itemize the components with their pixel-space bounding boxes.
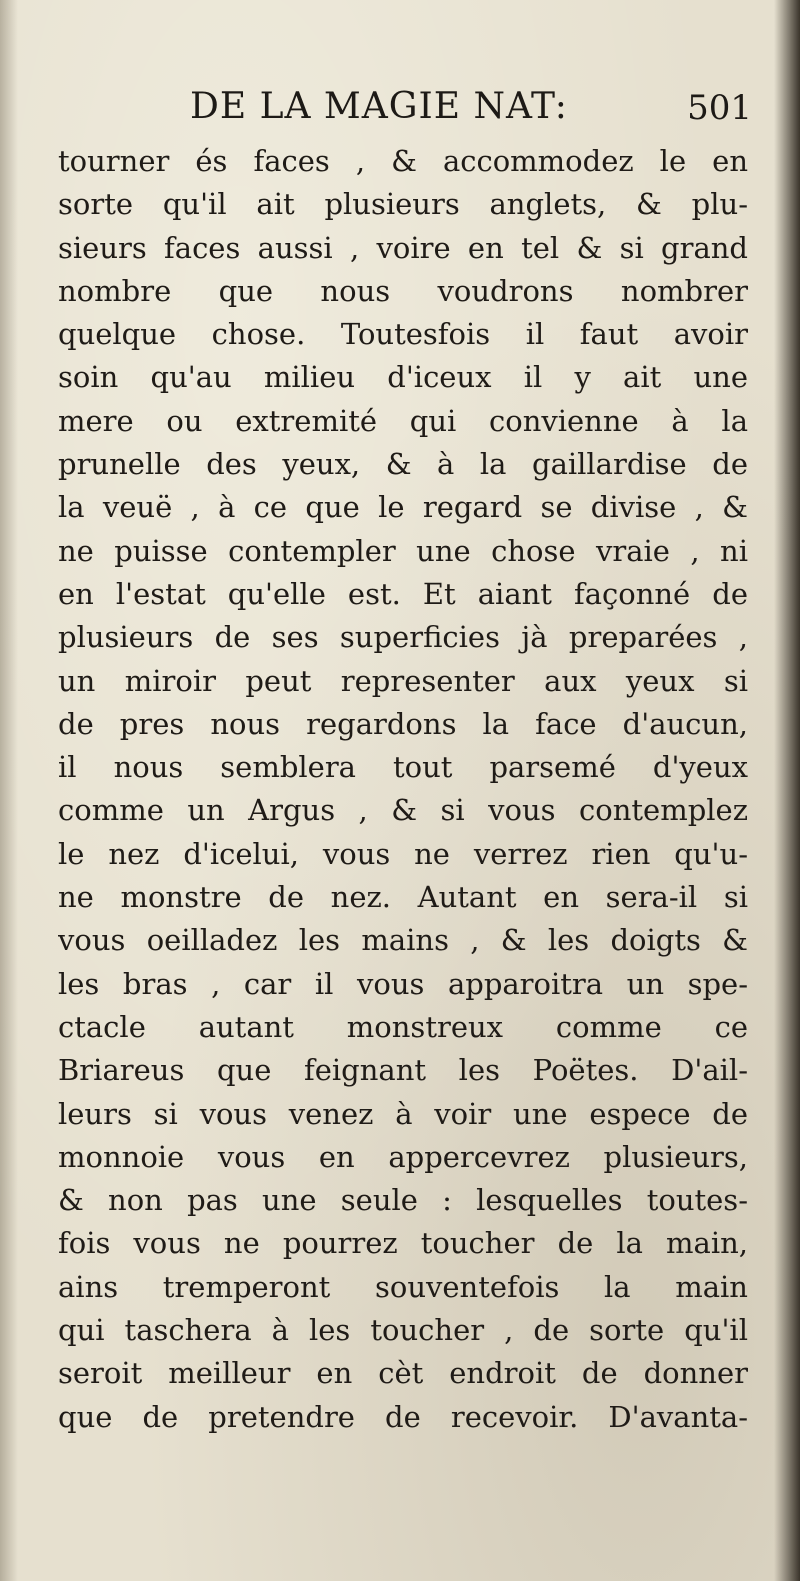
text-line: mere ou extremité qui convienne à la bbox=[58, 403, 748, 438]
text-line: les bras , car il vous apparoitra un spe- bbox=[58, 966, 748, 1001]
text-line: leurs si vous venez à voir une espece de bbox=[58, 1096, 748, 1131]
text-line: sorte qu'il ait plusieurs anglets, & plu- bbox=[58, 187, 748, 222]
text-line: soin qu'au milieu d'iceux il y ait une bbox=[58, 360, 748, 395]
text-line: ne monstre de nez. Autant en sera-il si bbox=[58, 880, 748, 915]
text-line: nombre que nous voudrons nombrer bbox=[58, 273, 748, 308]
text-line: de pres nous regardons la face d'aucun, bbox=[58, 706, 748, 741]
text-line: que de pretendre de recevoir. D'avanta- bbox=[58, 1399, 748, 1434]
text-line: un miroir peut representer aux yeux si bbox=[58, 663, 748, 698]
running-head bbox=[190, 86, 752, 136]
text-line: ne puisse contempler une chose vraie , ni bbox=[58, 533, 748, 568]
page-number: 501 bbox=[687, 88, 752, 128]
text-line: la veuë , à ce que le regard se divise , & bbox=[58, 490, 748, 525]
text-line: tourner és faces , & accommodez le en bbox=[58, 144, 748, 178]
text-line: quelque chose. Toutesfois il faut avoir bbox=[58, 317, 748, 352]
text-line: vous oeilladez les mains , & les doigts & bbox=[58, 923, 748, 958]
text-line: fois vous ne pourrez toucher de la main, bbox=[58, 1226, 748, 1261]
text-line: il nous semblera tout parsemé d'yeux bbox=[58, 750, 748, 785]
text-line: comme un Argus , & si vous contemplez bbox=[58, 793, 748, 828]
body-text bbox=[58, 140, 748, 1439]
text-line: ains tremperont souventefois la main bbox=[58, 1269, 748, 1304]
text-line: ctacle autant monstreux comme ce bbox=[58, 1009, 748, 1044]
text-line: seroit meilleur en cèt endroit de donner bbox=[58, 1356, 748, 1391]
text-line: prunelle des yeux, & à la gaillardise de bbox=[58, 447, 748, 482]
text-line: qui taschera à les toucher , de sorte qu'il bbox=[58, 1313, 748, 1348]
text-line: & non pas une seule : lesquelles toutes- bbox=[58, 1183, 748, 1218]
text-line: sieurs faces aussi , voire en tel & si grand bbox=[58, 230, 748, 265]
text-line: en l'estat qu'elle est. Et aiant façonné de bbox=[58, 576, 748, 611]
text-line: le nez d'icelui, vous ne verrez rien qu'u- bbox=[58, 836, 748, 871]
text-line: Briareus que feignant les Poëtes. D'ail- bbox=[58, 1053, 748, 1088]
text-line: monnoie vous en appercevrez plusieurs, bbox=[58, 1139, 748, 1174]
text-line: plusieurs de ses superficies jà preparées , bbox=[58, 620, 748, 655]
running-head-title: DE LA MAGIE NAT: bbox=[190, 86, 568, 127]
